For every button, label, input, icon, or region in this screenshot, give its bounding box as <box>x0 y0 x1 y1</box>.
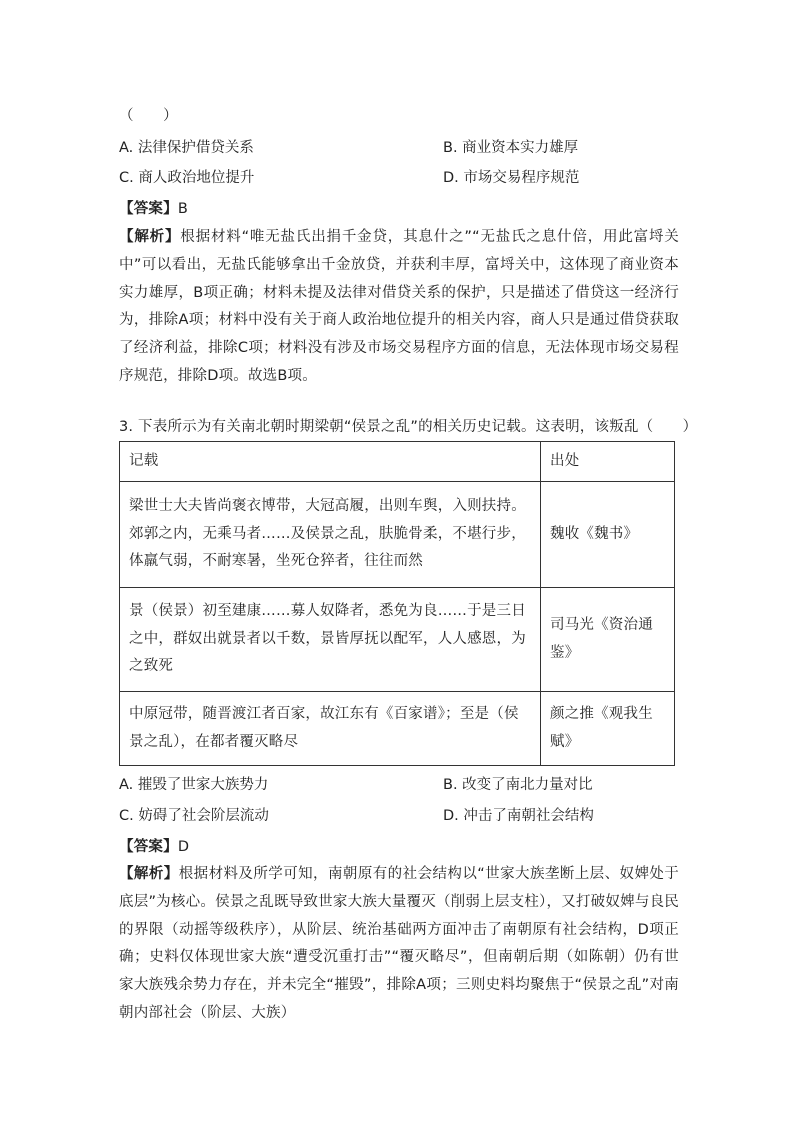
question-3-stem: 3. 下表所示为有关南北朝时期梁朝“侯景之乱”的相关历史记载。这表明，该叛乱（ ） <box>119 419 698 435</box>
option-b: B. 改变了南北力量对比 <box>443 777 593 793</box>
table-header-row <box>120 442 675 482</box>
answer-value: B <box>177 201 188 217</box>
answer-line <box>119 835 189 856</box>
answer-line <box>119 197 188 218</box>
analysis-label: 【解析】 <box>119 866 179 882</box>
option-c: C. 商人政治地位提升 <box>119 170 255 186</box>
analysis-paragraph <box>119 224 679 391</box>
option-a: A. 法律保护借贷关系 <box>119 140 254 156</box>
analysis-text: 根据材料“唯无盐氏出捐千金贷，其息什之”“无盐氏之息什倍，用此富埒关中”可以看出，无盐氏能够拿出千金放贷，并获利丰厚，富埒关中，这体现了商业资本实力雄厚，B项正确；材料未提及法律对借贷关系的保护，只是描述了借贷这一经济行为，排除A项；材料中没有关于商人政治地位提升的相关内容，商人只是通过借贷获取了经济利益，排除C项；材料没有涉及市场交易程序方面的信息，无法体现市场交易程序规范，排除D项。故选B项。 <box>119 229 679 384</box>
answer-label: 【答案】 <box>119 839 178 855</box>
record-cell: 中原冠带，随晋渡江者百家，故江东有《百家谱》；至是（侯景之乱），在都者覆灭略尽 <box>120 692 541 766</box>
source-table <box>119 441 675 766</box>
option-d: D. 市场交易程序规范 <box>443 170 580 186</box>
question-stem-tail: （ ） <box>119 108 178 124</box>
record-cell: 梁世士大夫皆尚褒衣博带，大冠高履，出则车舆，入则扶持。郊郭之内，无乘马者……及侯景之乱，肤脆骨柔，不堪行步，体羸气弱，不耐寒暑，坐死仓猝者，往往而然 <box>120 482 541 588</box>
answer-value: D <box>177 839 190 855</box>
source-cell: 颜之推《观我生赋》 <box>541 692 675 766</box>
analysis-text: 根据材料及所学可知，南朝原有的社会结构以“世家大族垄断上层、奴婢处于底层”为核心。侯景之乱既导致世家大族大量覆灭（削弱上层支柱），又打破奴婢与良民的界限（动摇等级秩序），从阶层、统治基础两方面冲击了南朝原有社会结构，D项正确；史料仅体现世家大族“遭受沉重打击”“覆灭略尽”，但南朝后期（如陈朝）仍有世家大族残余势力存在，并未完全“摧毁”，排除A项；三则史料均聚焦于“侯景之乱”对南朝内部社会（阶层、大族） <box>119 866 679 1021</box>
record-cell: 景（侯景）初至建康……募人奴降者，悉免为良……于是三日之中，群奴出就景者以千数，景皆厚抚以配军，人人感恩，为之致死 <box>120 588 541 692</box>
table-row <box>120 482 675 588</box>
answer-label: 【答案】 <box>119 201 178 217</box>
source-cell: 司马光《资治通鉴》 <box>541 588 675 692</box>
analysis-label: 【解析】 <box>119 229 181 245</box>
option-a: A. 摧毁了世家大族势力 <box>119 777 269 793</box>
source-cell: 魏收《魏书》 <box>541 482 675 588</box>
header-record: 记载 <box>120 442 541 482</box>
table-row <box>120 588 675 692</box>
option-c: C. 妨碍了社会阶层流动 <box>119 808 269 824</box>
table-row <box>120 692 675 766</box>
option-b: B. 商业资本实力雄厚 <box>443 140 579 156</box>
analysis-paragraph <box>119 861 679 1028</box>
header-source: 出处 <box>541 442 675 482</box>
option-d: D. 冲击了南朝社会结构 <box>443 808 594 824</box>
